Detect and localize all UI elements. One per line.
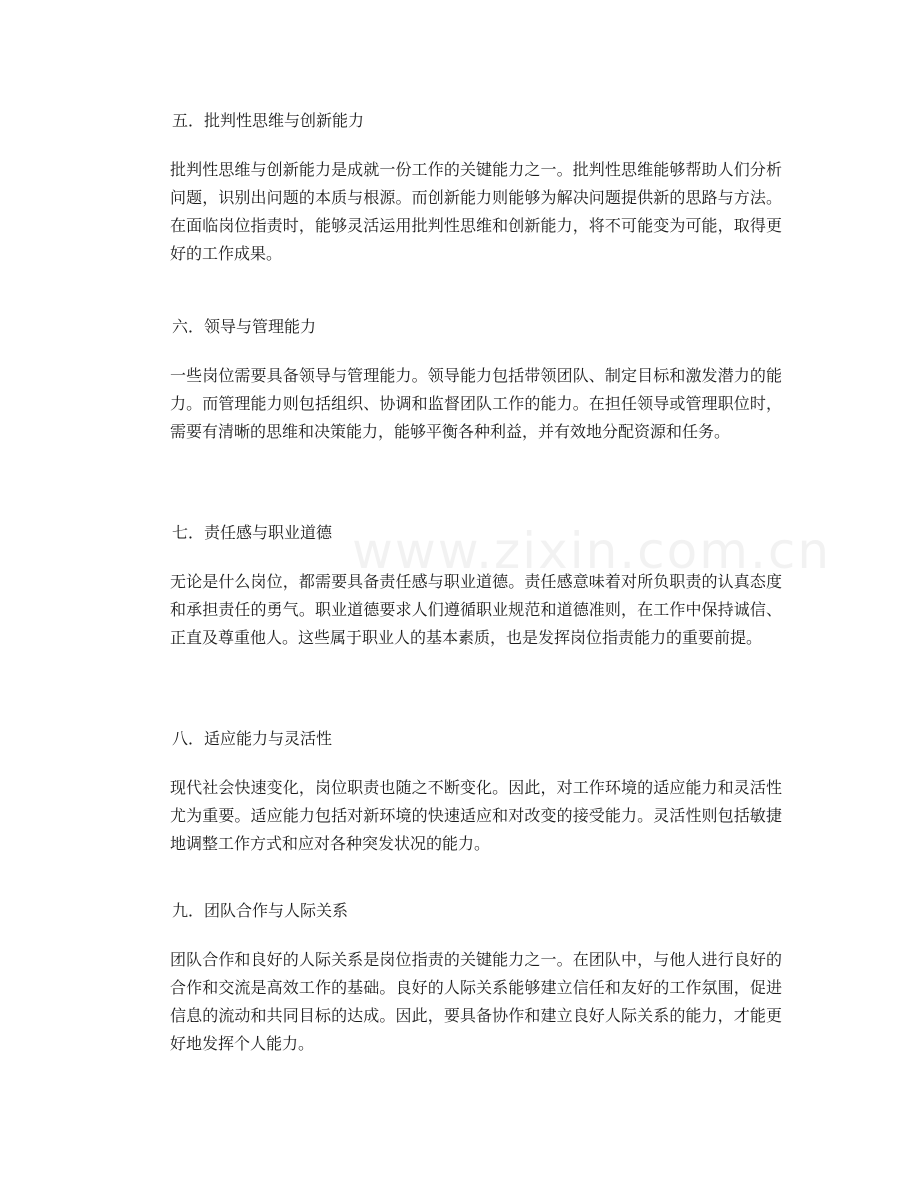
- section-paragraph: 一些岗位需要具备领导与管理能力。领导能力包括带领团队、制定目标和激发潜力的能力。而管理能力则包括组织、协调和监督团队工作的能力。在担任领导或管理职位时，需要有清晰的思维和决策能力，能够平衡各种利益，并有效地分配资源和任务。: [170, 366, 782, 441]
- section-5: [170, 110, 782, 263]
- section-9: [170, 900, 782, 1053]
- section-paragraph: 无论是什么岗位，都需要具备责任感与职业道德。责任感意味着对所负职责的认真态度和承担责任的勇气。职业道德要求人们遵循职业规范和道德准则，在工作中保持诚信、正直及尊重他人。这些属于职业人的基本素质，也是发挥岗位指责能力的重要前提。: [170, 572, 782, 647]
- watermark: www.zixin.com.cn: [352, 522, 832, 580]
- section-heading: 七．责任感与职业道德: [172, 523, 333, 542]
- section-paragraph: 现代社会快速变化，岗位职责也随之不断变化。因此，对工作环境的适应能力和灵活性尤为重要。适应能力包括对新环境的快速适应和对改变的接受能力。灵活性则包括敏捷地调整工作方式和应对各种突发状况的能力。: [170, 778, 782, 853]
- section-heading: 五．批判性思维与创新能力: [172, 111, 365, 130]
- section-heading: 八．适应能力与灵活性: [172, 729, 333, 748]
- section-paragraph: 团队合作和良好的人际关系是岗位指责的关键能力之一。在团队中，与他人进行良好的合作和交流是高效工作的基础。良好的人际关系能够建立信任和友好的工作氛围，促进信息的流动和共同目标的达成。因此，要具备协作和建立良好人际关系的能力，才能更好地发挥个人能力。: [170, 950, 782, 1053]
- section-8: [170, 728, 782, 853]
- section-heading: 六．领导与管理能力: [172, 317, 317, 336]
- section-paragraph: 批判性思维与创新能力是成就一份工作的关键能力之一。批判性思维能够帮助人们分析问题，识别出问题的本质与根源。而创新能力则能够为解决问题提供新的思路与方法。在面临岗位指责时，能够灵活运用批判性思维和创新能力，将不可能变为可能，取得更好的工作成果。: [170, 160, 782, 263]
- section-heading: 九．团队合作与人际关系: [172, 901, 349, 920]
- section-6: [170, 316, 782, 441]
